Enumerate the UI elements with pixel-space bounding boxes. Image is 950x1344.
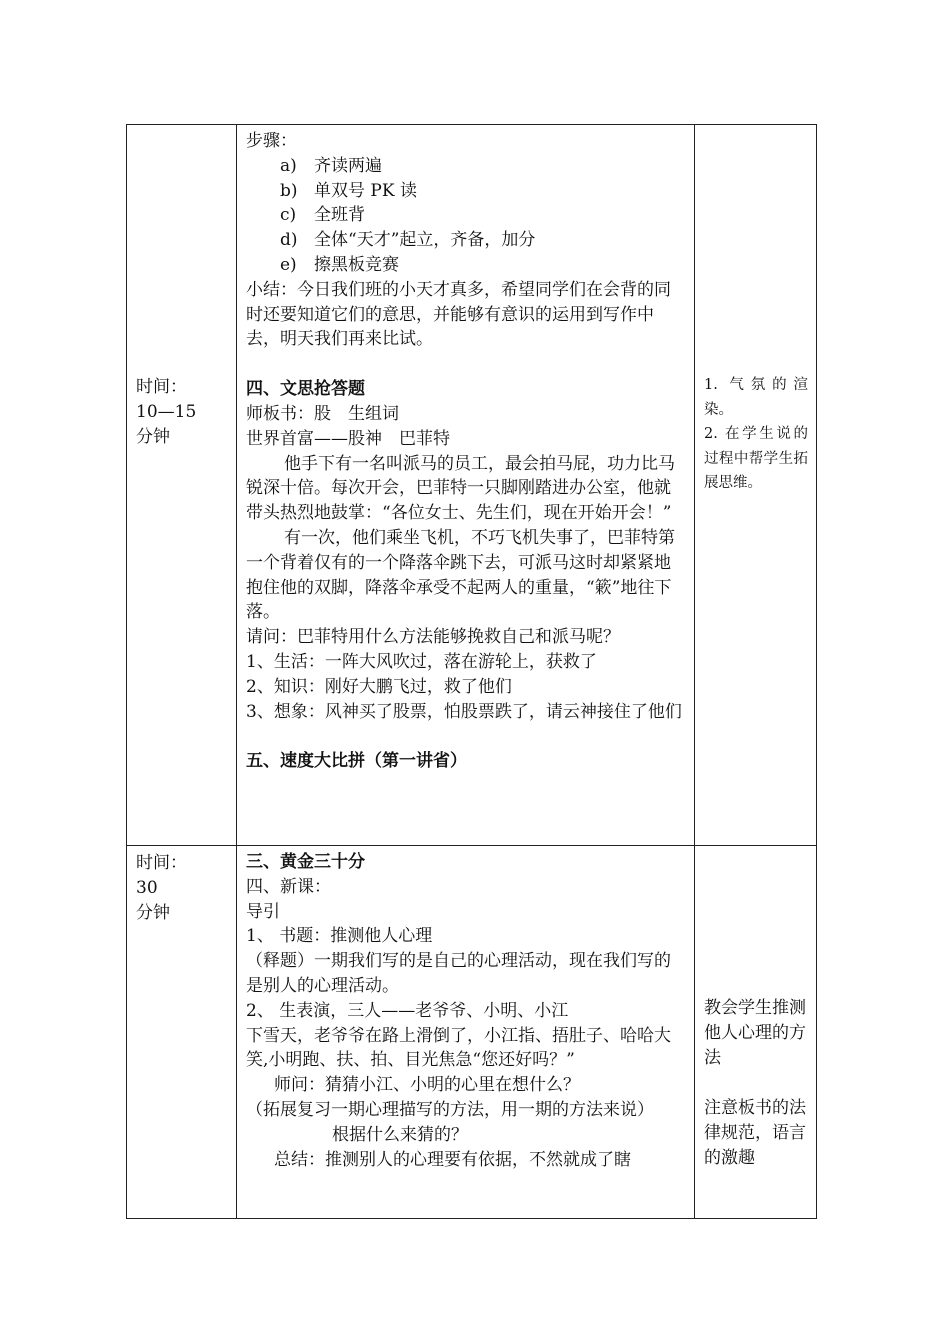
time-block	[136, 851, 187, 926]
list-item: e) 擦黑板竞赛	[280, 254, 399, 275]
story-paragraph: 他手下有一名叫派马的员工，最会拍马屁，功力比马锐深十倍。每次开会，巴菲特一只脚刚踏进办公室，他就带头热烈地鼓掌：“各位女士、先生们，现在开始开会！”	[246, 453, 675, 524]
summary-paragraph: 小结：今日我们班的小天才真多，希望同学们在会背的同时还要知道它们的意思，并能够有意识的运用到写作中去，明天我们再来比试。	[246, 279, 671, 350]
time-label: 时间：	[136, 853, 187, 873]
question-line: 请问：巴菲特用什么方法能够挽救自己和派马呢？	[246, 627, 620, 648]
richest-line: 世界首富——股神 巴菲特	[246, 428, 450, 449]
content-cell	[237, 125, 695, 846]
time-unit: 分钟	[136, 903, 170, 923]
steps-title: 步骤：	[246, 131, 297, 151]
text-line: 导引	[246, 901, 280, 922]
note-item: 教会学生推测他人心理的方法	[704, 998, 806, 1068]
text-line: 1、 书题：推测他人心理	[246, 926, 433, 947]
list-item: b) 单双号 PK 读	[280, 180, 417, 201]
notes-cell	[695, 846, 817, 1219]
text-line: 根据什么来猜的？	[332, 1124, 468, 1145]
time-unit: 分钟	[136, 427, 170, 447]
text-line: 四、新课：	[246, 876, 331, 897]
time-value: 10—15	[136, 402, 197, 422]
notes-text	[704, 373, 808, 496]
time-block	[136, 375, 196, 450]
list-item: a) 齐读两遍	[280, 155, 382, 176]
list-item: d) 全体“天才”起立，齐备，加分	[280, 230, 536, 251]
text-line: 师问：猜猜小江、小明的心里在想什么？	[274, 1075, 580, 1096]
list-item: c) 全班背	[280, 205, 365, 226]
time-label: 时间：	[136, 377, 187, 397]
section-heading: 四、文思抢答题	[246, 379, 365, 400]
section-heading: 三、黄金三十分	[246, 852, 365, 872]
note-item: 注意板书的法律规范，语言的激趣	[704, 1098, 806, 1168]
content-cell	[237, 846, 695, 1219]
story-paragraph: 有一次，他们乘坐飞机，不巧飞机失事了，巴菲特第一个背着仅有的一个降落伞跳下去，可派马这时却紧紧地抱住他的双脚，降落伞承受不起两人的重量，“簌”地往下落。	[246, 527, 675, 623]
text-paragraph: （拓展复习一期心理描写的方法，用一期的方法来说）	[246, 1099, 654, 1120]
answer-line: 1、生活：一阵大风吹过，落在游轮上，获救了	[246, 651, 597, 672]
lesson-plan-table	[126, 124, 817, 1219]
answer-line: 2、知识：刚好大鹏飞过，救了他们	[246, 676, 512, 697]
text-line: 总结：推测别人的心理要有依据，不然就成了瞎	[274, 1149, 631, 1170]
text-line: 2、 生表演，三人——老爷爷、小明、小江	[246, 1000, 569, 1021]
time-cell	[127, 125, 237, 846]
board-line: 师板书：股 生组词	[246, 403, 399, 424]
content-text	[237, 846, 694, 1172]
text-paragraph: （释题）一期我们写的是自己的心理活动，现在我们写的是别人的心理活动。	[246, 951, 671, 996]
notes-cell	[695, 125, 817, 846]
content-text	[237, 125, 694, 774]
note-item: 1. 气氛的渲染。	[704, 377, 808, 418]
time-cell	[127, 846, 237, 1219]
note-item: 2. 在学生说的过程中帮学生拓展思维。	[704, 426, 808, 491]
answer-line: 3、想象：风神买了股票，怕股票跌了，请云神接住了他们	[246, 701, 682, 722]
section-heading: 五、速度大比拼（第一讲省）	[246, 751, 467, 772]
notes-text	[704, 996, 808, 1171]
table-row	[127, 846, 817, 1219]
time-value: 30	[136, 878, 158, 898]
text-paragraph: 下雪天，老爷爷在路上滑倒了，小江指、捂肚子、哈哈大笑,小明跑、扶、拍、目光焦急“您还好吗？”	[246, 1025, 671, 1071]
table-row	[127, 125, 817, 846]
